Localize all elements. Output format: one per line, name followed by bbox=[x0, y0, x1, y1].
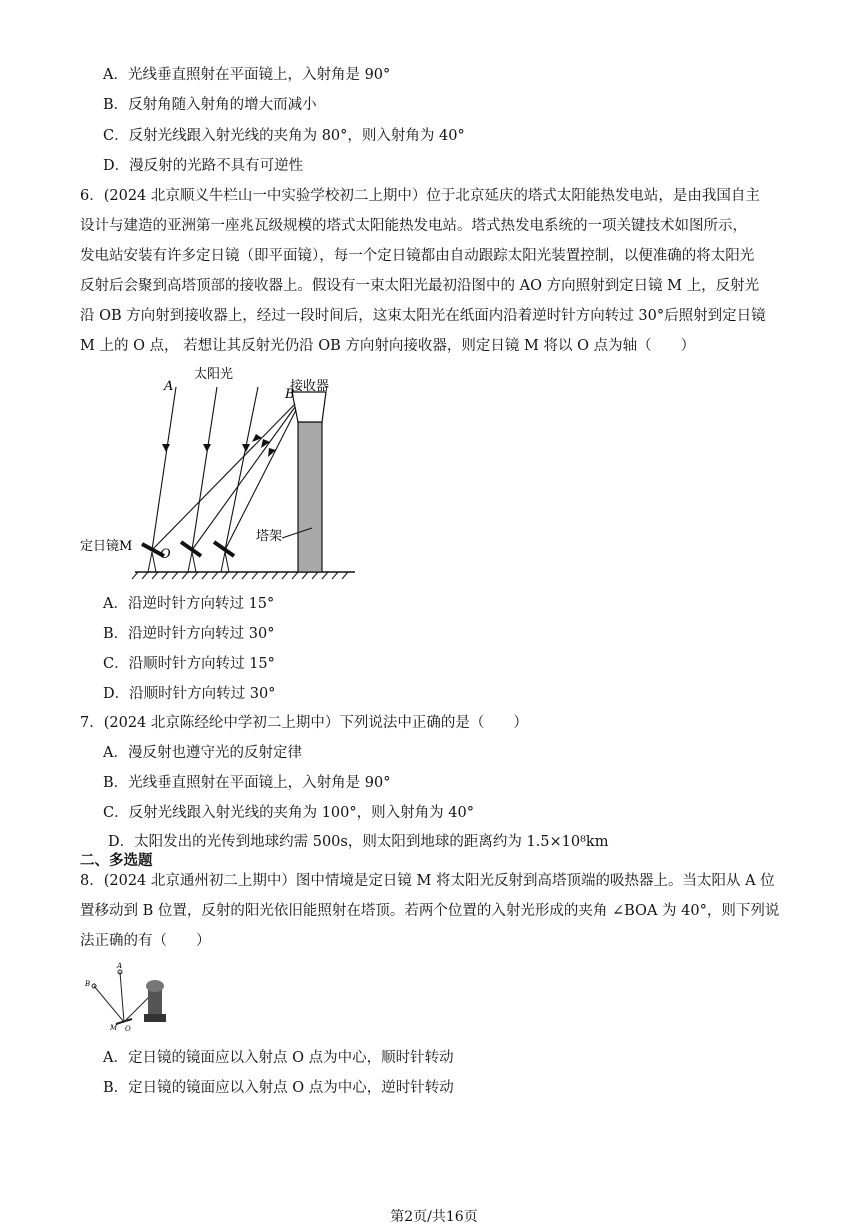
q6-stem-line-5: 沿 OB 方向射到接收器上，经过一段时间后，这束太阳光在纸面内沿着逆时针方向转过 30°后照射到定日镜 bbox=[80, 308, 766, 324]
arrow bbox=[203, 444, 211, 452]
label-b: B bbox=[85, 980, 91, 988]
q8-figure bbox=[80, 958, 180, 1034]
q7-stem: 7．(2024 北京陈经纶中学初二上期中）下列说法中正确的是（ ） bbox=[80, 715, 528, 731]
q6-option-b: B．沿逆时针方向转过 30° bbox=[103, 626, 275, 642]
q8-option-a: A．定日镜的镜面应以入射点 O 点为中心，顺时针转动 bbox=[103, 1050, 454, 1066]
label-receiver: 接收器 bbox=[290, 379, 330, 394]
q6-figure bbox=[80, 362, 370, 584]
mirror-2 bbox=[181, 542, 201, 556]
label-o: O bbox=[125, 1025, 131, 1033]
q8-stem-line-2: 置移动到 B 位置，反射的阳光依旧能照射在塔顶。若两个位置的入射光形成的夹角 ∠BOA 为 40°，则下列说 bbox=[80, 903, 780, 919]
q6-option-c: C．沿顺时针方向转过 15° bbox=[103, 656, 275, 672]
q8-stem-line-3: 法正确的有（ ） bbox=[80, 933, 211, 949]
q5-option-a: A．光线垂直照射在平面镜上，入射角是 90° bbox=[103, 67, 391, 83]
label-o: O bbox=[160, 547, 171, 562]
label-tower: 塔架 bbox=[256, 529, 283, 544]
q8-option-b: B．定日镜的镜面应以入射点 O 点为中心，逆时针转动 bbox=[103, 1080, 454, 1096]
q5-option-b: B．反射角随入射角的增大而减小 bbox=[103, 97, 317, 113]
mirror-stand bbox=[221, 552, 229, 572]
q6-stem-line-3: 发电站安装有许多定日镜（即平面镜），每一个定日镜都由自动跟踪太阳光装置控制，以便准确的将太阳光 bbox=[80, 248, 755, 264]
section-heading: 二、多选题 bbox=[80, 852, 153, 869]
q6-option-d: D．沿顺时针方向转过 30° bbox=[103, 686, 276, 702]
mirror-3 bbox=[214, 542, 234, 556]
mirror-stand bbox=[188, 552, 196, 572]
incident-ray-3 bbox=[225, 387, 258, 550]
q6-stem-line-2: 设计与建造的亚洲第一座兆瓦级规模的塔式太阳能热发电站。塔式热发电系统的一项关键技术如图所示， bbox=[80, 218, 747, 234]
q7-option-c: C．反射光线跟入射光线的夹角为 100°，则入射角为 40° bbox=[103, 805, 474, 821]
page-footer: 第2页/共16页 bbox=[390, 1209, 478, 1225]
ray-bo bbox=[94, 986, 124, 1022]
arrow bbox=[162, 444, 170, 452]
ray-ao bbox=[120, 972, 124, 1022]
label-m: M bbox=[110, 1024, 118, 1032]
q7-option-d: D．太阳发出的光传到地球约需 500s，则太阳到地球的距离约为 1.5×10⁸km bbox=[108, 834, 609, 850]
q7-option-a: A．漫反射也遵守光的反射定律 bbox=[103, 745, 302, 761]
label-sun: 太阳光 bbox=[194, 367, 234, 382]
q6-stem-line-6: M 上的 O 点， 若想让其反射光仍沿 OB 方向射向接收器，则定日镜 M 将以 O 点为轴（ ） bbox=[80, 338, 696, 354]
incident-ray-2 bbox=[192, 387, 217, 550]
q8-stem-line-1: 8．(2024 北京通州初二上期中）图中情境是定日镜 M 将太阳光反射到高塔顶端的吸热器上。当太阳从 A 位 bbox=[80, 873, 775, 889]
q5-option-c: C．反射光线跟入射光线的夹角为 80°，则入射角为 40° bbox=[103, 128, 465, 144]
q6-stem-line-4: 反射后会聚到高塔顶部的接收器上。假设有一束太阳光最初沿图中的 AO 方向照射到定日镜 M 上，反射光 bbox=[80, 278, 760, 294]
q7-option-b: B．光线垂直照射在平面镜上，入射角是 90° bbox=[103, 775, 391, 791]
receiver bbox=[292, 392, 326, 422]
tower-base bbox=[144, 1014, 166, 1022]
q5-option-d: D．漫反射的光路不具有可逆性 bbox=[103, 158, 304, 174]
q6-option-a: A．沿逆时针方向转过 15° bbox=[103, 596, 275, 612]
arrow bbox=[252, 434, 262, 442]
label-mirror: 定日镜M bbox=[80, 539, 133, 554]
tower-top bbox=[146, 980, 164, 992]
label-a: A bbox=[164, 379, 174, 394]
label-b: B bbox=[285, 387, 295, 402]
incident-ray-1 bbox=[152, 387, 176, 550]
q6-stem-line-1: 6．(2024 北京顺义牛栏山一中实验学校初二上期中）位于北京延庆的塔式太阳能热发电站，是由我国自主 bbox=[80, 188, 760, 204]
mirror-stand bbox=[148, 552, 156, 572]
tower bbox=[298, 422, 322, 572]
label-a: A bbox=[117, 962, 123, 970]
